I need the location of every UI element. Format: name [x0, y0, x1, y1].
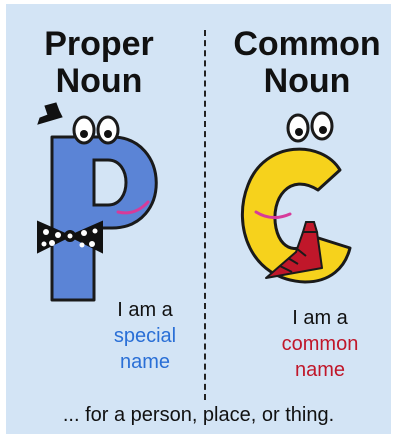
- common-noun-caption: [245, 305, 395, 383]
- letter-c-character: [242, 113, 350, 282]
- letter-p-counter: [94, 160, 126, 205]
- right-eye-icon: [312, 113, 332, 139]
- caption-line-highlight: name: [119, 351, 171, 373]
- footer-text: ... for a person, place, or thing.: [62, 404, 335, 426]
- proper-noun-title: Proper Noun: [44, 25, 154, 100]
- caption-line: I am a: [292, 307, 348, 329]
- caption-line-highlight: special: [113, 325, 177, 347]
- left-eye-icon: [288, 115, 308, 141]
- common-noun-title: Common Noun: [233, 25, 381, 100]
- top-hat-icon: [38, 103, 62, 124]
- caption-line: I am a: [117, 299, 173, 321]
- caption-line-highlight: name: [294, 359, 346, 381]
- proper-noun-caption: [70, 297, 220, 375]
- caption-line-highlight: common: [281, 333, 359, 355]
- letter-p-character: [38, 103, 156, 300]
